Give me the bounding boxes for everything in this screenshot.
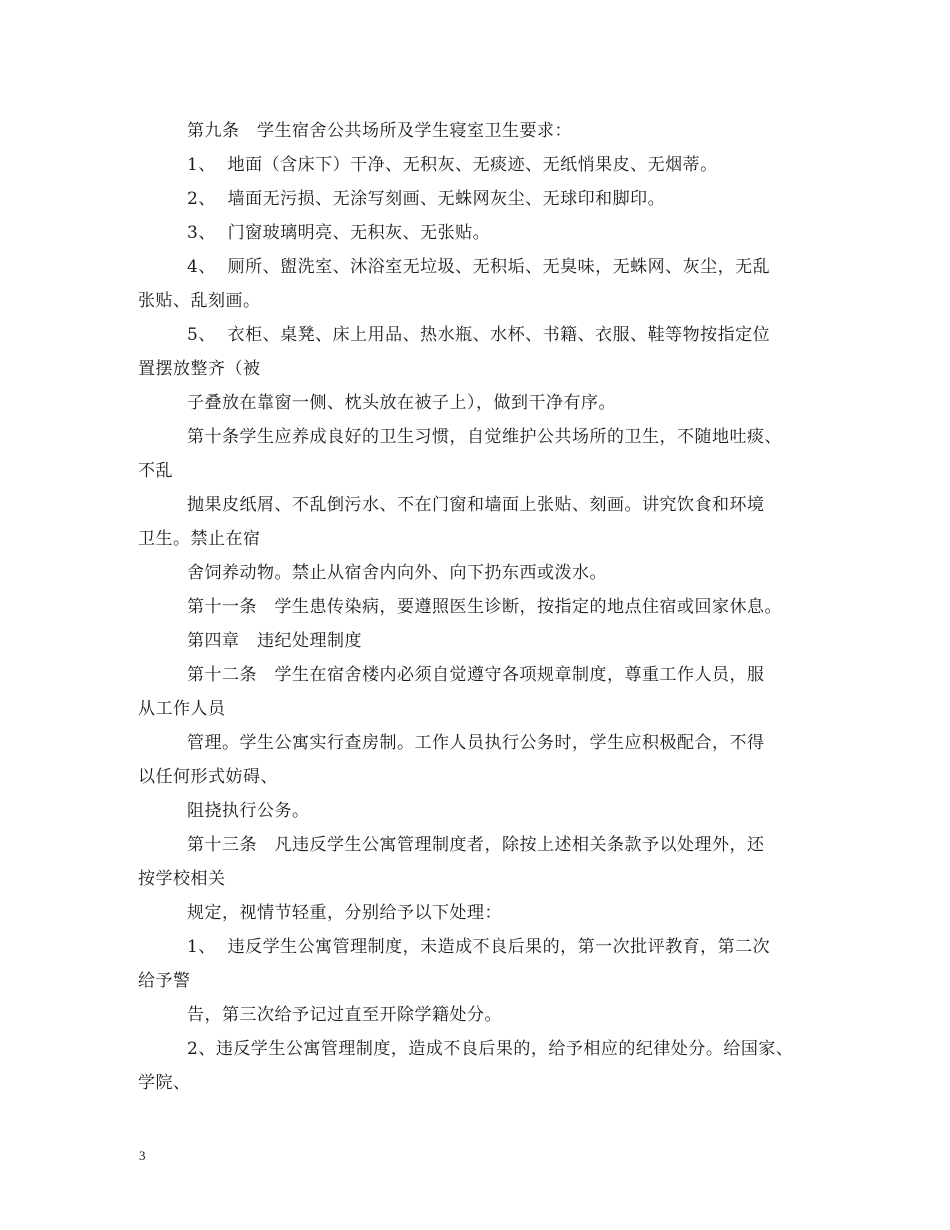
text-line: 第十条学生应养成良好的卫生习惯，自觉维护公共场所的卫生，不随地吐痰、 <box>187 427 782 447</box>
text-line: 第十一条 学生患传染病，要遵照医生诊断，按指定的地点住宿或回家休息。 <box>187 597 782 617</box>
text-line: 给予警 <box>138 971 191 991</box>
text-line: 按学校相关 <box>138 869 226 889</box>
text-line: 5、 衣柜、桌凳、床上用品、热水瓶、水杯、书籍、衣服、鞋等物按指定位 <box>187 325 771 345</box>
text-line: 子叠放在靠窗一侧、枕头放在被子上），做到干净有序。 <box>187 393 616 413</box>
text-line: 以任何形式妨碍、 <box>138 767 278 787</box>
text-line: 张贴、乱刻画。 <box>138 291 261 311</box>
text-line: 管理。学生公寓实行查房制。工作人员执行公务时，学生应积极配合，不得 <box>187 733 765 753</box>
text-line: 2、 墙面无污损、无涂写刻画、无蛛网灰尘、无球印和脚印。 <box>187 189 666 209</box>
text-line: 告，第三次给予记过直至开除学籍处分。 <box>187 1005 502 1025</box>
text-line: 阻挠执行公务。 <box>187 801 310 821</box>
text-line: 第十三条 凡违反学生公寓管理制度者，除按上述相关条款予以处理外，还 <box>187 835 765 855</box>
text-line: 4、 厕所、盥洗室、沐浴室无垃圾、无积垢、无臭味，无蛛网、灰尘，无乱 <box>187 257 771 277</box>
text-line: 置摆放整齐（被 <box>138 359 261 379</box>
text-line: 2、违反学生公寓管理制度，造成不良后果的，给予相应的纪律处分。给国家、 <box>187 1039 794 1059</box>
text-line: 第四章 违纪处理制度 <box>187 631 362 651</box>
text-line: 卫生。禁止在宿 <box>138 529 261 549</box>
text-line: 1、 违反学生公寓管理制度，未造成不良后果的，第一次批评教育，第二次 <box>187 937 771 957</box>
text-line: 规定，视情节轻重，分别给予以下处理： <box>187 903 502 923</box>
text-line: 第九条 学生宿舍公共场所及学生寝室卫生要求： <box>187 121 572 141</box>
text-line: 3、 门窗玻璃明亮、无积灰、无张贴。 <box>187 223 491 243</box>
text-line: 学院、 <box>138 1073 191 1093</box>
text-line: 第十二条 学生在宿舍楼内必须自觉遵守各项规章制度，尊重工作人员，服 <box>187 665 765 685</box>
document-body <box>138 114 818 1100</box>
page-number: 3 <box>139 1148 146 1163</box>
text-line: 从工作人员 <box>138 699 226 719</box>
text-line: 不乱 <box>138 461 173 481</box>
text-line: 舍饲养动物。禁止从宿舍内向外、向下扔东西或泼水。 <box>187 563 607 583</box>
text-line: 1、 地面（含床下）干净、无积灰、无痰迹、无纸悄果皮、无烟蒂。 <box>187 155 718 175</box>
text-line: 抛果皮纸屑、不乱倒污水、不在门窗和墙面上张贴、刻画。讲究饮食和环境 <box>187 495 765 515</box>
